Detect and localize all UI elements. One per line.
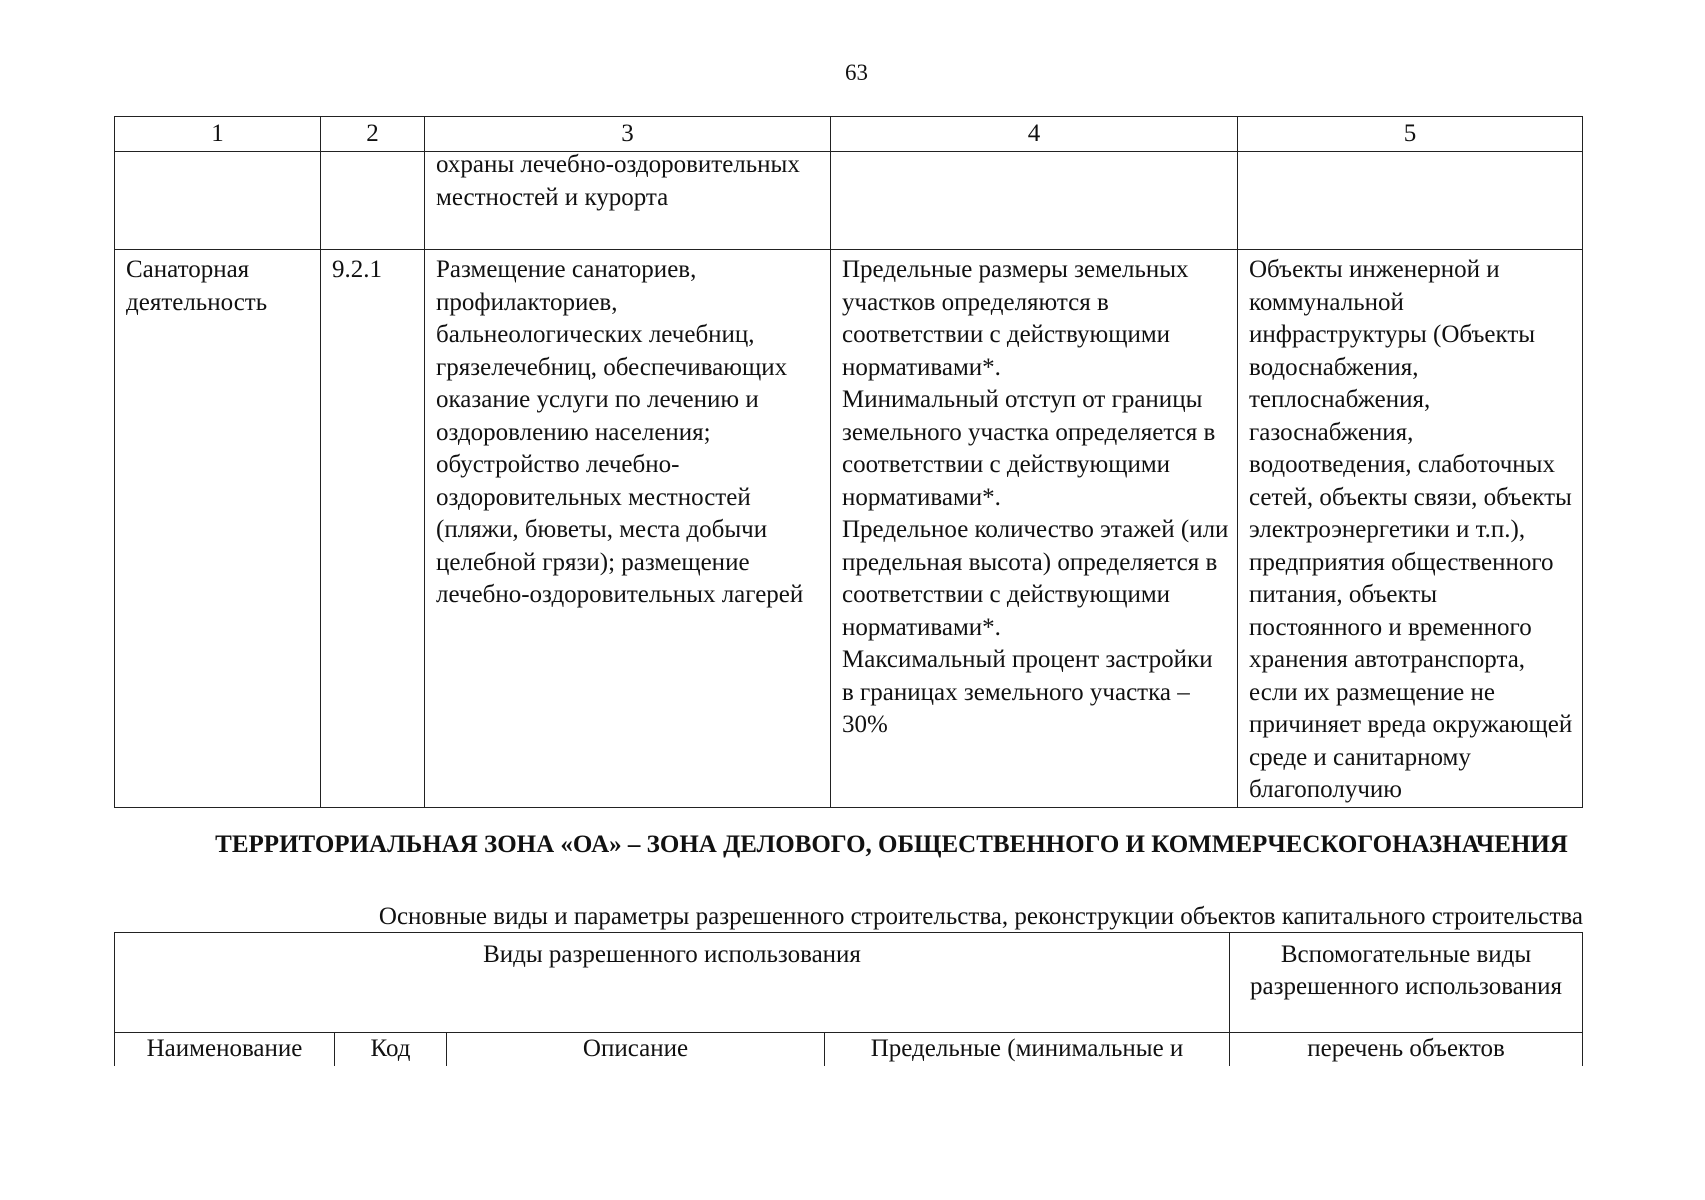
parameter-paragraph: Предельное количество этажей (или предельная высота) определяется в соответствии с действующими нормативами*. (842, 516, 1229, 641)
subheader-parameters (825, 1033, 1230, 1067)
table-row-continuation (115, 152, 1583, 250)
cell-use-parameters (831, 250, 1238, 808)
subheader-code (335, 1033, 447, 1067)
cell-use-code (321, 250, 425, 808)
subheader-list (1230, 1033, 1583, 1067)
auxiliary-uses-text: Объекты инженерной и коммунальной инфраструктуры (Объекты водоснабжения, теплоснабжения, газоснабжения, водоотведения, слаботочных сетей, объекты связи, объекты электроэнергетики и т.п.), предприятия общественного питания, объекты постоянного и временного хранения автотранспорта, если их размещение не причиняет вреда окружающей среде и санитарному благополучию (1249, 256, 1573, 803)
header-auxiliary-uses-text: Вспомогательные виды разрешенного использования (1250, 941, 1563, 1000)
column-header-1: 1 (115, 117, 321, 152)
zone-title: ТЕРРИТОРИАЛЬНАЯ ЗОНА «ОА» – ЗОНА ДЕЛОВОГО, ОБЩЕСТВЕННОГО И КОММЕРЧЕСКОГОНАЗНАЧЕНИЯ (215, 831, 1568, 858)
section-subtitle: Основные виды и параметры разрешенного строительства, реконструкции объектов капитального строительства (378, 903, 1583, 930)
cell-empty (115, 152, 321, 250)
use-code-text: 9.2.1 (332, 256, 382, 283)
subheader-code-text: Код (370, 1035, 411, 1062)
table-row-sanatorium (115, 250, 1583, 808)
subheader-description (447, 1033, 825, 1067)
header-auxiliary-uses (1230, 933, 1583, 1033)
column-header-4: 4 (831, 117, 1238, 152)
subheader-list-text: перечень объектов (1307, 1035, 1505, 1062)
permitted-use-table (114, 116, 1583, 808)
description-paragraph: Размещение санаториев, профилакториев, бальнеологических лечебниц, грязелечебниц, обеспечивающих оказание услуги по лечению и оздоровлению населения; (436, 256, 788, 446)
column-header-2: 2 (321, 117, 425, 152)
cell-use-name (115, 250, 321, 808)
parameter-paragraph: Минимальный отступ от границы земельного участка определяется в соответствии с действующими нормативами*. (842, 386, 1216, 511)
header-permitted-uses (115, 933, 1230, 1033)
subheader-parameters-text: Предельные (минимальные и (870, 1035, 1184, 1062)
parameter-paragraph: Предельные размеры земельных участков определяются в соответствии с действующими нормативами*. (842, 256, 1189, 381)
table-header-row (115, 933, 1583, 1033)
subheader-description-text: Описание (582, 1035, 689, 1062)
cell-empty (1238, 152, 1583, 250)
cell-description-continuation (425, 152, 831, 250)
cell-auxiliary-uses (1238, 250, 1583, 808)
description-continuation-text: охраны лечебно-оздоровительных местностей и курорта (436, 151, 800, 211)
parameter-paragraph: Максимальный процент застройки в границах земельного участка – 30% (842, 646, 1213, 738)
zone-oa-table (114, 932, 1583, 1066)
subheader-name (115, 1033, 335, 1067)
header-permitted-uses-text: Виды разрешенного использования (483, 941, 861, 968)
cell-empty (831, 152, 1238, 250)
cell-empty (321, 152, 425, 250)
table-subheader-row (115, 1033, 1583, 1067)
description-paragraph: обустройство лечебно-оздоровительных местностей (пляжи, бюветы, места добычи целебной грязи); размещение лечебно-оздоровительных лагерей (436, 451, 804, 608)
table-header-row (115, 117, 1583, 152)
subheader-name-text: Наименование (146, 1035, 303, 1062)
column-header-3: 3 (425, 117, 831, 152)
column-header-5: 5 (1238, 117, 1583, 152)
page-number: 63 (845, 60, 868, 85)
use-name-text: Санаторная деятельность (126, 256, 268, 316)
cell-use-description (425, 250, 831, 808)
